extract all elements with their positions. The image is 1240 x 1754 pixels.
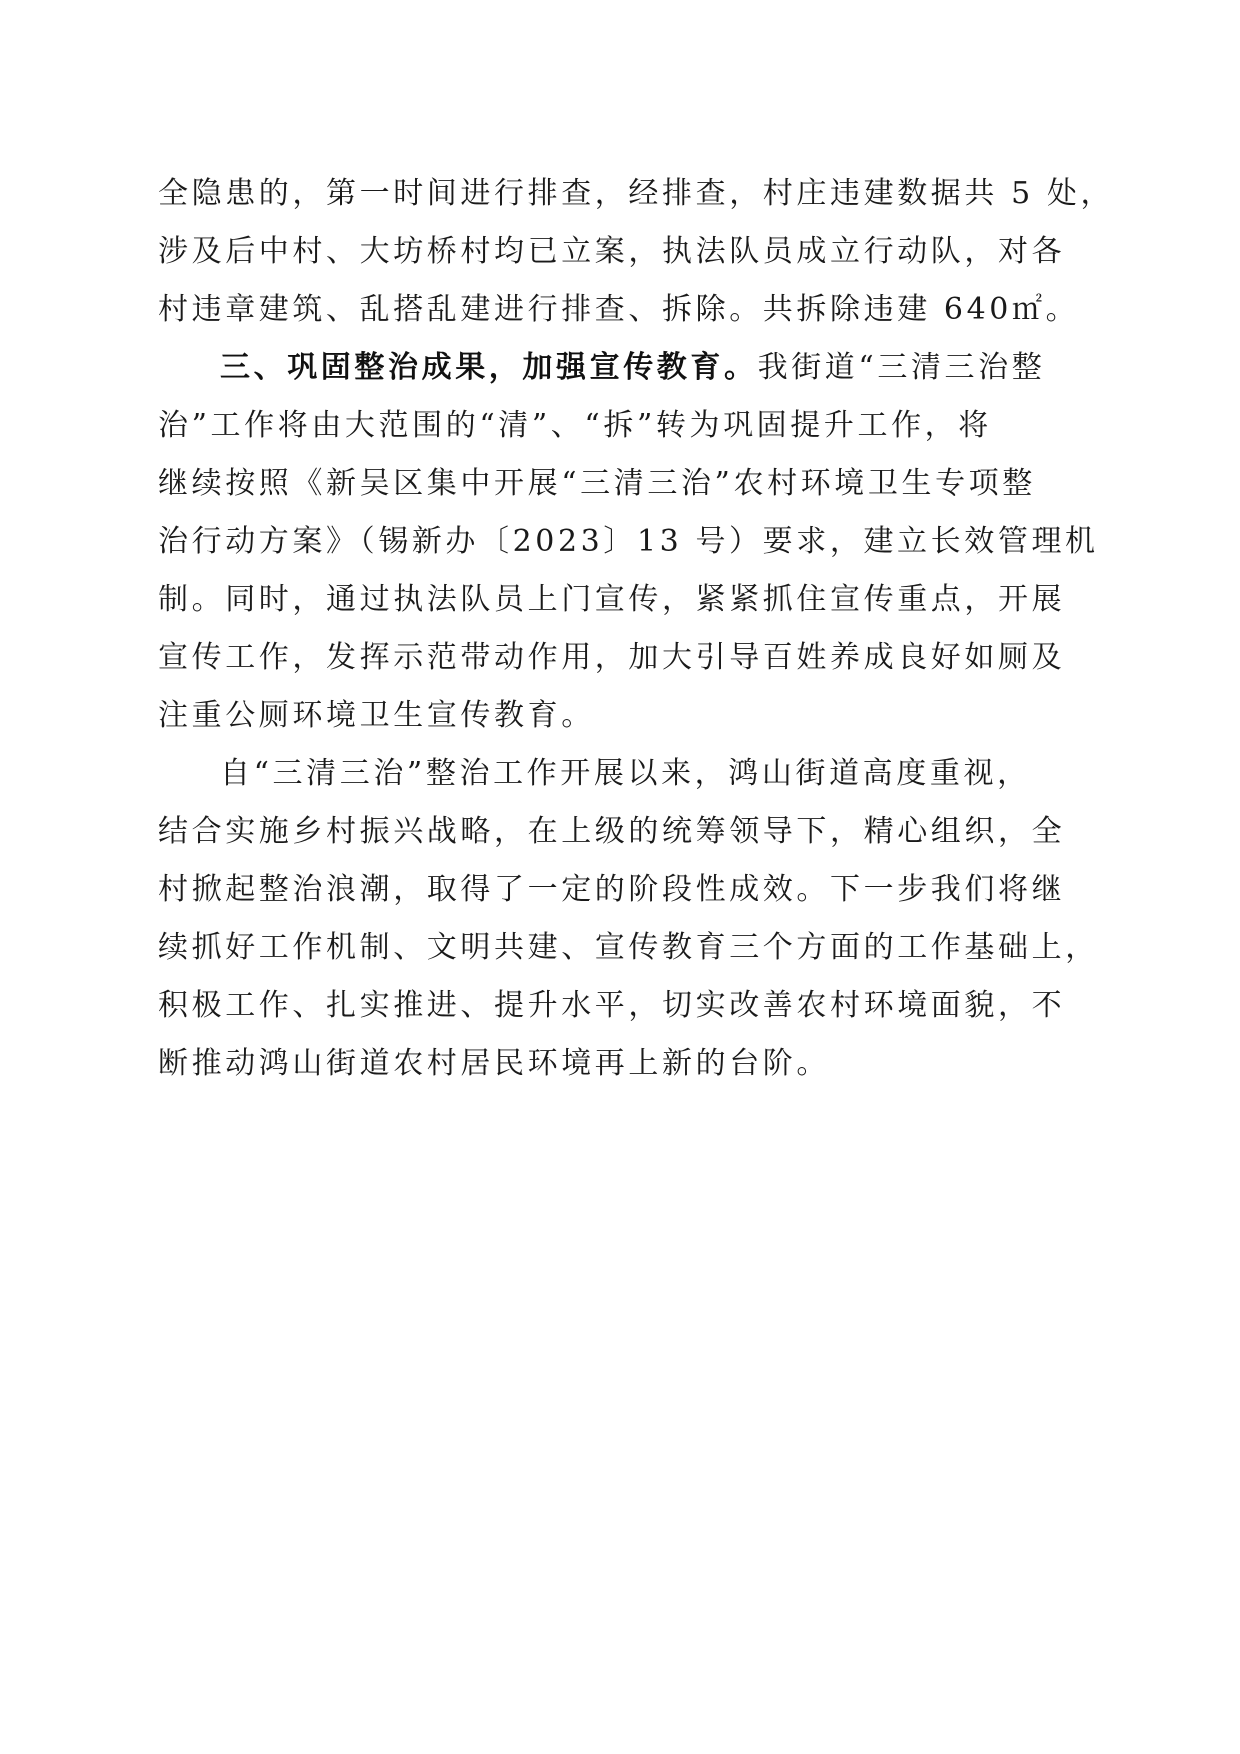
section-heading: 三、巩固整治成果，加强宣传教育。 — [220, 350, 758, 385]
paragraph-2-line-2: 治”工作将由大范围的“清”、“拆”转为巩固提升工作，将 — [158, 408, 992, 443]
paragraph-3-line-3: 村掀起整治浪潮，取得了一定的阶段性成效。下一步我们将继 — [158, 872, 1066, 907]
paragraph-3-line-6: 断推动鸿山街道农村居民环境再上新的台阶。 — [158, 1046, 830, 1081]
paragraph-3-line-4: 续抓好工作机制、文明共建、宣传教育三个方面的工作基础上， — [158, 930, 1099, 965]
paragraph-3-line-2: 结合实施乡村振兴战略，在上级的统筹领导下，精心组织，全 — [158, 814, 1066, 849]
paragraph-2-line-4: 治行动方案》（锡新办〔2023〕13 号）要求，建立长效管理机 — [158, 524, 1099, 559]
paragraph-2-line-3: 继续按照《新吴区集中开展“三清三治”农村环境卫生专项整 — [158, 466, 1036, 501]
paragraph-3-line-5: 积极工作、扎实推进、提升水平，切实改善农村环境面貌，不 — [158, 988, 1066, 1023]
paragraph-1-line-3: 村违章建筑、乱搭乱建进行排查、拆除。共拆除违建 640㎡。 — [158, 292, 1080, 327]
paragraph-1-line-2: 涉及后中村、大坊桥村均已立案，执法队员成立行动队，对各 — [158, 234, 1066, 269]
paragraph-2-first-line-text: 我街道“三清三治整 — [757, 350, 1046, 385]
paragraph-3-line-1: 自“三清三治”整治工作开展以来，鸿山街道高度重视， — [220, 756, 1031, 791]
paragraph-2-line-6: 宣传工作，发挥示范带动作用，加大引导百姓养成良好如厕及 — [158, 640, 1066, 675]
paragraph-2-line-7: 注重公厕环境卫生宣传教育。 — [158, 698, 595, 733]
paragraph-2-first-line — [220, 348, 1045, 388]
paragraph-1-line-1: 全隐患的，第一时间进行排查，经排查，村庄违建数据共 5 处， — [158, 176, 1115, 211]
paragraph-2-line-5: 制。同时，通过执法队员上门宣传，紧紧抓住宣传重点，开展 — [158, 582, 1066, 617]
